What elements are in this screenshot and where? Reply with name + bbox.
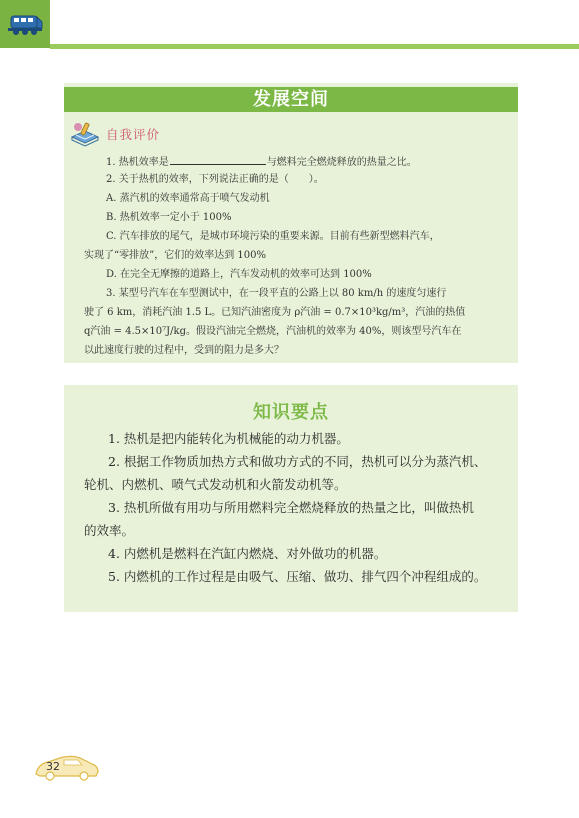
knowledge-point-2-line-2: 轮机、内燃机、喷气式发动机和火箭发动机等。 <box>84 477 347 492</box>
knowledge-points-title: 知识要点 <box>253 402 329 423</box>
car-outline-icon <box>34 752 100 782</box>
header-rule <box>50 44 579 49</box>
option-c-line-1: C. 汽车排放的尾气，是城市环境污染的重要来源。目前有些新型燃料汽车， <box>106 231 440 242</box>
knowledge-point-3-line-1: 3. 热机所做有用功与所用燃料完全燃烧释放的热量之比，叫做热机 <box>108 500 474 515</box>
option-d: D. 在完全无摩擦的道路上，汽车发动机的效率可达到 100% <box>106 269 372 280</box>
knowledge-point-2-line-1: 2. 根据工作物质加热方式和做功方式的不同，热机可以分为蒸汽机、 <box>108 454 487 469</box>
question-3-line-3: q汽油 = 4.5×10⁷J/kg。假设汽油完全燃烧，汽油机的效率为 40%，则该型号汽车在 <box>84 326 462 337</box>
question-3-line-4: 以此速度行驶的过程中，受到的阻力是多大？ <box>84 345 284 356</box>
question-3-line-1: 3. 某型号汽车在车型测试中，在一段平直的公路上以 80 km/h 的速度匀速行 <box>106 288 447 299</box>
answer-blank <box>170 154 266 165</box>
question-1 <box>106 154 417 170</box>
self-evaluation-label: 自我评价 <box>106 127 161 142</box>
development-space-title: 发展空间 <box>64 87 518 112</box>
option-b: B. 热机效率一定小于 100% <box>106 212 232 223</box>
self-evaluation-header <box>70 120 160 148</box>
train-icon <box>8 8 44 38</box>
knowledge-points-box <box>64 385 518 612</box>
question-1-text-after: 与燃料完全燃烧释放的热量之比。 <box>266 157 417 168</box>
knowledge-point-1: 1. 热机是把内能转化为机械能的动力机器。 <box>108 431 349 446</box>
question-2: 2. 关于热机的效率，下列说法正确的是（ ）。 <box>106 174 324 185</box>
knowledge-point-4: 4. 内燃机是燃料在汽缸内燃烧、对外做功的机器。 <box>108 546 387 561</box>
question-1-text-before: 1. 热机效率是 <box>106 157 169 168</box>
question-3-line-2: 驶了 6 km，消耗汽油 1.5 L。已知汽油密度为 ρ汽油 = 0.7×10³kg/m³，汽油的热值 <box>84 307 466 318</box>
option-a: A. 蒸汽机的效率通常高于喷气发动机 <box>106 193 270 204</box>
option-c-line-2: 实现了“零排放”，它们的效率达到 100% <box>84 250 266 261</box>
page-number: 32 <box>46 760 60 773</box>
page-number-badge <box>34 752 100 782</box>
book-pencil-icon <box>70 121 100 147</box>
knowledge-point-5: 5. 内燃机的工作过程是由吸气、压缩、做功、排气四个冲程组成的。 <box>108 569 487 584</box>
development-space-box <box>64 83 518 363</box>
knowledge-point-3-line-2: 的效率。 <box>84 523 135 538</box>
